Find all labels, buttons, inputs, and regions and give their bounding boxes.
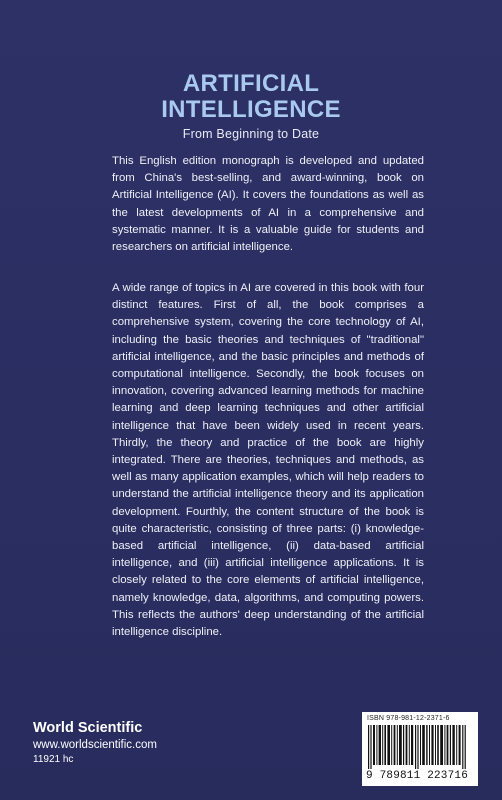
catalog-code: 11921 hc — [33, 754, 74, 765]
publisher-website: www.worldscientific.com — [33, 739, 157, 751]
barcode-bars — [368, 725, 472, 769]
isbn-barcode — [362, 712, 478, 786]
barcode-number: 9 789811 223716 — [366, 770, 469, 782]
description-paragraph-1: This English edition monograph is developed and updated from China's best-selling, and award-winning, book on Artificial Intelligence (AI). It covers the foundations as well as the latest developments of AI in a comprehensive and systematic manner. It is a valuable guide for students and researchers on artificial intelligence. — [112, 155, 424, 254]
publisher-name: World Scientific — [33, 720, 143, 736]
book-title-line1: ARTIFICIAL — [182, 70, 320, 97]
book-title-line2: INTELLIGENCE — [161, 96, 341, 123]
isbn-label: ISBN 978-981-12-2371-6 — [367, 715, 450, 722]
book-subtitle: From Beginning to Date — [182, 127, 320, 141]
description-paragraph-2: A wide range of topics in AI are covered in this book with four distinct features. First of all, the book comprises a comprehensive system, covering the core technology of AI, including the basic theories and techniques of "traditional" artificial intelligence, and the basic principles and methods of computational intelligence. Secondly, the book focuses on innovation, covering advanced learning methods for machine learning and deep learning techniques and other artificial intelligence that have been widely used in recent years. Thirdly, the theory and practice of the book are highly integrated. There are theories, techniques and methods, as well as many application examples, which will help readers to understand the artificial intelligence theory and its application development. Fourthly, the content structure of the book is quite characteristic, consisting of three parts: (i) knowledge-based artificial intelligence, (ii) data-based artificial intelligence, and (iii) artificial intelligence applications. It is closely related to the core elements of artificial intelligence, namely knowledge, data, algorithms, and computing powers. This reflects the authors' deep understanding of the artificial intelligence discipline. — [112, 282, 424, 639]
